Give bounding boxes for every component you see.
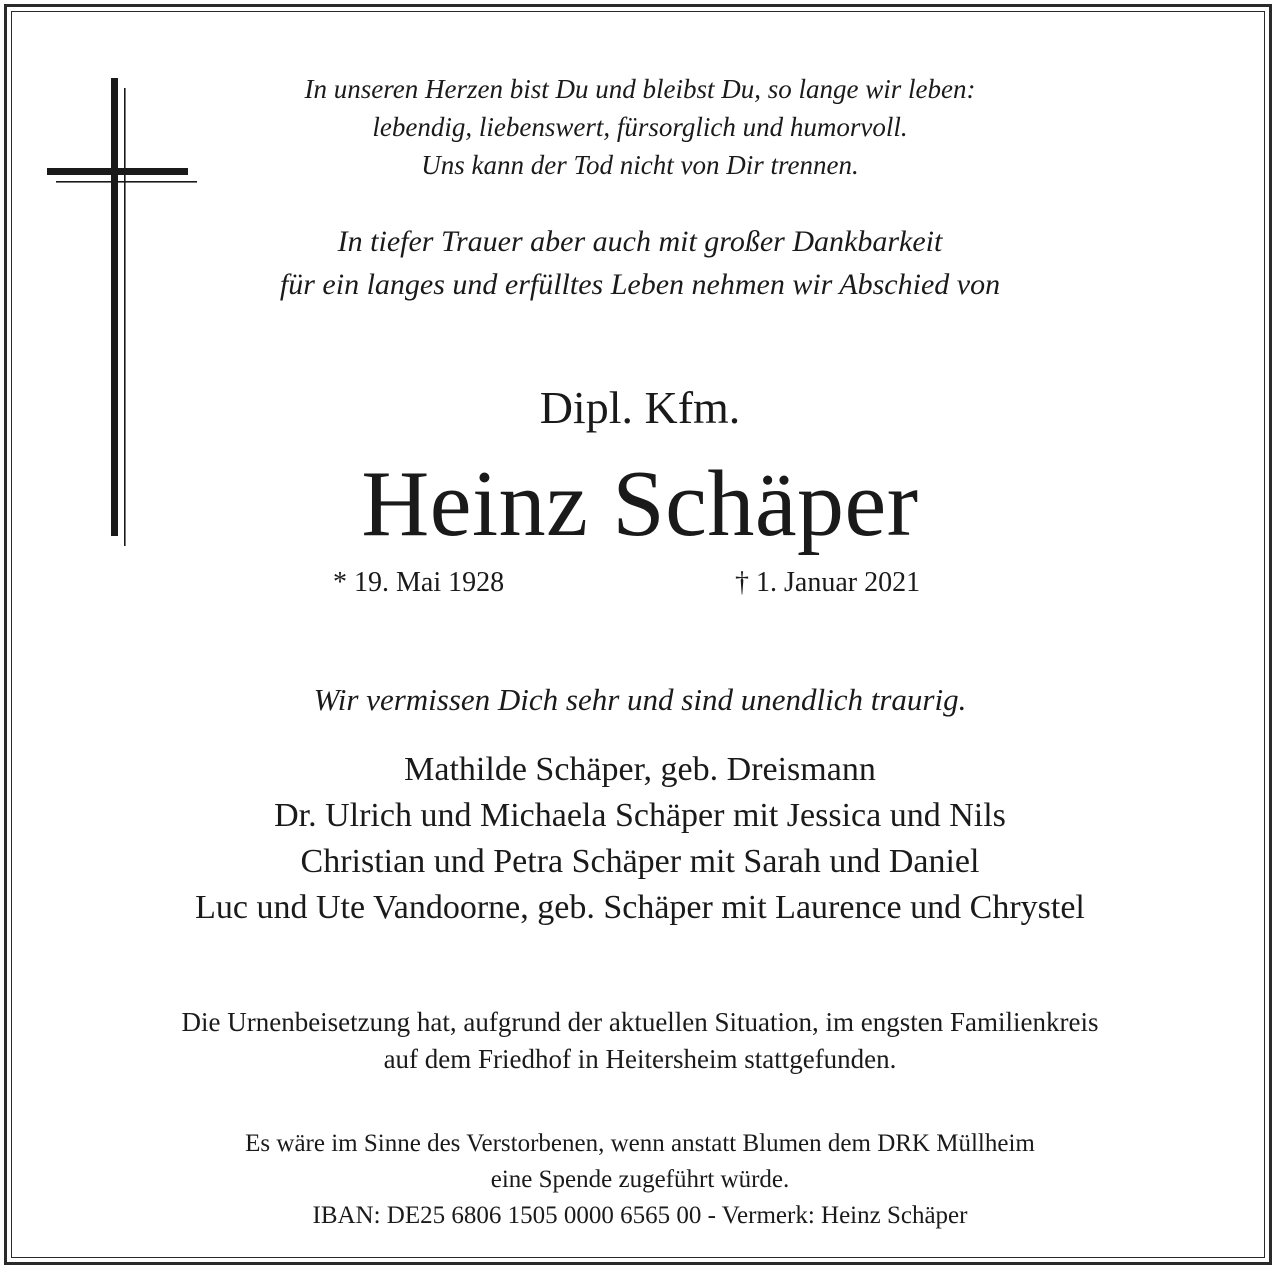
academic-title: Dipl. Kfm. bbox=[539, 382, 741, 433]
burial-line: auf dem Friedhof in Heitersheim stattgefunden. bbox=[383, 1044, 897, 1074]
donation-line: Es wäre im Sinne des Verstorbenen, wenn anstatt Blumen dem DRK Müllheim bbox=[245, 1130, 1035, 1157]
quote-line: In unseren Herzen bist Du und bleibst Du, so lange wir leben: bbox=[304, 74, 976, 104]
burial-line: Die Urnenbeisetzung hat, aufgrund der aktuellen Situation, im engsten Familienkreis bbox=[181, 1007, 1099, 1037]
donation-line: eine Spende zugeführt würde. bbox=[490, 1166, 790, 1193]
family-member: Luc und Ute Vandoorne, geb. Schäper mit Laurence und Chrystel bbox=[195, 889, 1085, 926]
family-member: Dr. Ulrich und Michaela Schäper mit Jessica und Nils bbox=[274, 797, 1006, 834]
quote-line: lebendig, liebenswert, fürsorglich und humorvoll. bbox=[372, 112, 908, 142]
memorial-quote bbox=[0, 70, 1280, 184]
donation-iban: IBAN: DE25 6806 1505 0000 6565 00 - Vermerk: Heinz Schäper bbox=[312, 1202, 968, 1229]
farewell-text bbox=[0, 220, 1280, 306]
deceased-name: Heinz Schäper bbox=[361, 452, 919, 556]
quote-line: Uns kann der Tod nicht von Dir trennen. bbox=[421, 150, 859, 180]
farewell-line: für ein langes und erfülltes Leben nehmen wir Abschied von bbox=[279, 268, 1001, 301]
burial-notice bbox=[0, 1004, 1280, 1078]
missing-text: Wir vermissen Dich sehr und sind unendlich traurig. bbox=[313, 682, 967, 717]
family-list bbox=[0, 747, 1280, 931]
family-member: Mathilde Schäper, geb. Dreismann bbox=[404, 751, 876, 788]
donation-notice bbox=[0, 1126, 1280, 1234]
death-date: † 1. Januar 2021 bbox=[735, 567, 921, 598]
family-member: Christian und Petra Schäper mit Sarah und Daniel bbox=[300, 843, 980, 880]
birth-date: * 19. Mai 1928 bbox=[333, 567, 505, 598]
farewell-line: In tiefer Trauer aber auch mit großer Dankbarkeit bbox=[337, 225, 943, 258]
